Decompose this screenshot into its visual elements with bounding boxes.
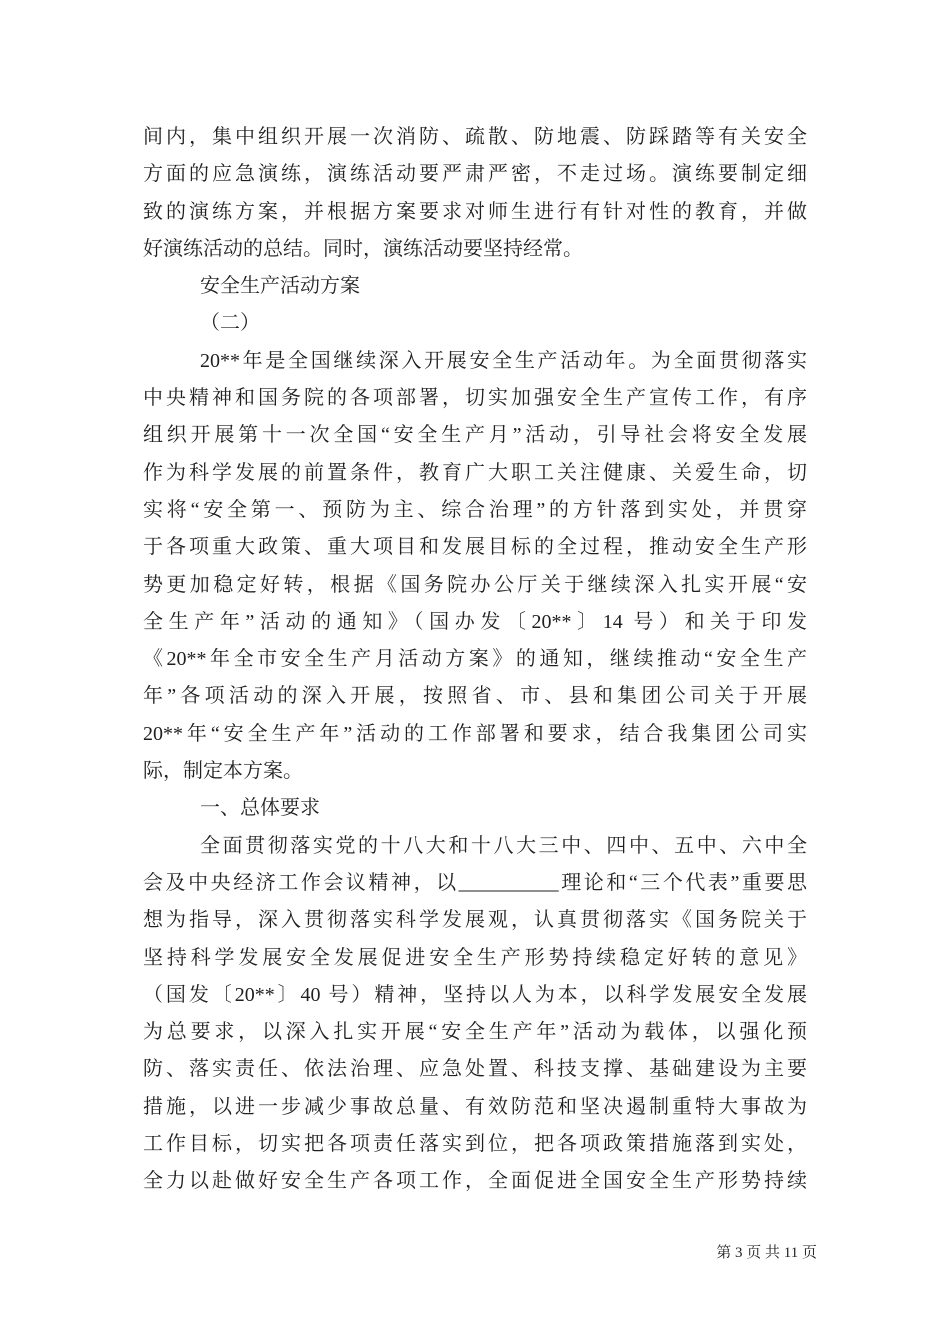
body-text-line: 好演练活动的总结。同时，演练活动要坚持经常。 <box>143 237 583 260</box>
body-text-line: 想为指导，深入贯彻落实科学发展观，认真贯彻落实《国务院关于 <box>143 909 807 932</box>
body-text-line: 会及中央经济工作会议精神，以__________理论和“三个代表”重要思 <box>143 871 807 894</box>
body-text-line: 20**年是全国继续深入开展安全生产活动年。为全面贯彻落实 <box>200 349 807 372</box>
body-text-line: 作为科学发展的前置条件，教育广大职工关注健康、关爱生命，切 <box>143 461 807 484</box>
body-text-line: 防、落实责任、依法治理、应急处置、科技支撑、基础建设为主要 <box>143 1058 807 1081</box>
body-text-line: 际，制定本方案。 <box>143 760 303 783</box>
heading-line: 安全生产活动方案 <box>200 275 360 298</box>
page-footer <box>143 1243 817 1263</box>
body-text-line: 势更加稳定好转，根据《国务院办公厅关于继续深入扎实开展“安 <box>143 573 807 596</box>
page-number-label: 第 3 页 共 11 页 <box>716 1245 817 1261</box>
heading-line: 一、总体要求 <box>200 797 320 820</box>
document-body <box>143 119 807 1201</box>
body-text-line: 坚持科学发展安全发展促进安全生产形势持续稳定好转的意见》 <box>143 946 807 969</box>
body-text-line: 全力以赴做好安全生产各项工作，全面促进全国安全生产形势持续 <box>143 1170 807 1193</box>
body-text-line: 为总要求，以深入扎实开展“安全生产年”活动为载体，以强化预 <box>143 1021 807 1044</box>
heading-line: （二） <box>200 312 260 335</box>
body-text-line: 工作目标，切实把各项责任落实到位，把各项政策措施落到实处， <box>143 1133 807 1156</box>
body-text-line: 于各项重大政策、重大项目和发展目标的全过程，推动安全生产形 <box>143 536 807 559</box>
body-text-line: 中央精神和国务院的各项部署，切实加强安全生产宣传工作，有序 <box>143 387 807 410</box>
body-text-line: 《20**年全市安全生产月活动方案》的通知，继续推动“安全生产 <box>143 648 807 671</box>
body-text-line: 实将“安全第一、预防为主、综合治理”的方针落到实处，并贯穿 <box>143 498 807 521</box>
body-text-line: 20**年“安全生产年”活动的工作部署和要求，结合我集团公司实 <box>143 722 807 745</box>
body-text-line: 间内，集中组织开展一次消防、疏散、防地震、防踩踏等有关安全 <box>143 126 807 148</box>
body-text-line: 方面的应急演练，演练活动要严肃严密，不走过场。演练要制定细 <box>143 163 807 186</box>
body-text-line: 致的演练方案，并根据方案要求对师生进行有针对性的教育，并做 <box>143 200 807 223</box>
body-text-line: 全面贯彻落实党的十八大和十八大三中、四中、五中、六中全 <box>200 834 807 857</box>
body-text-line: （国发〔20**〕40 号）精神，坚持以人为本，以科学发展安全发展 <box>143 983 807 1006</box>
body-text-line: 全生产年”活动的通知》（国办发〔20**〕14 号）和关于印发 <box>143 610 807 633</box>
body-text-line: 年”各项活动的深入开展，按照省、市、县和集团公司关于开展 <box>143 685 807 708</box>
body-text-line: 组织开展第十一次全国“安全生产月”活动，引导社会将安全发展 <box>143 424 807 447</box>
body-text-line: 措施，以进一步减少事故总量、有效防范和坚决遏制重特大事故为 <box>143 1095 807 1118</box>
